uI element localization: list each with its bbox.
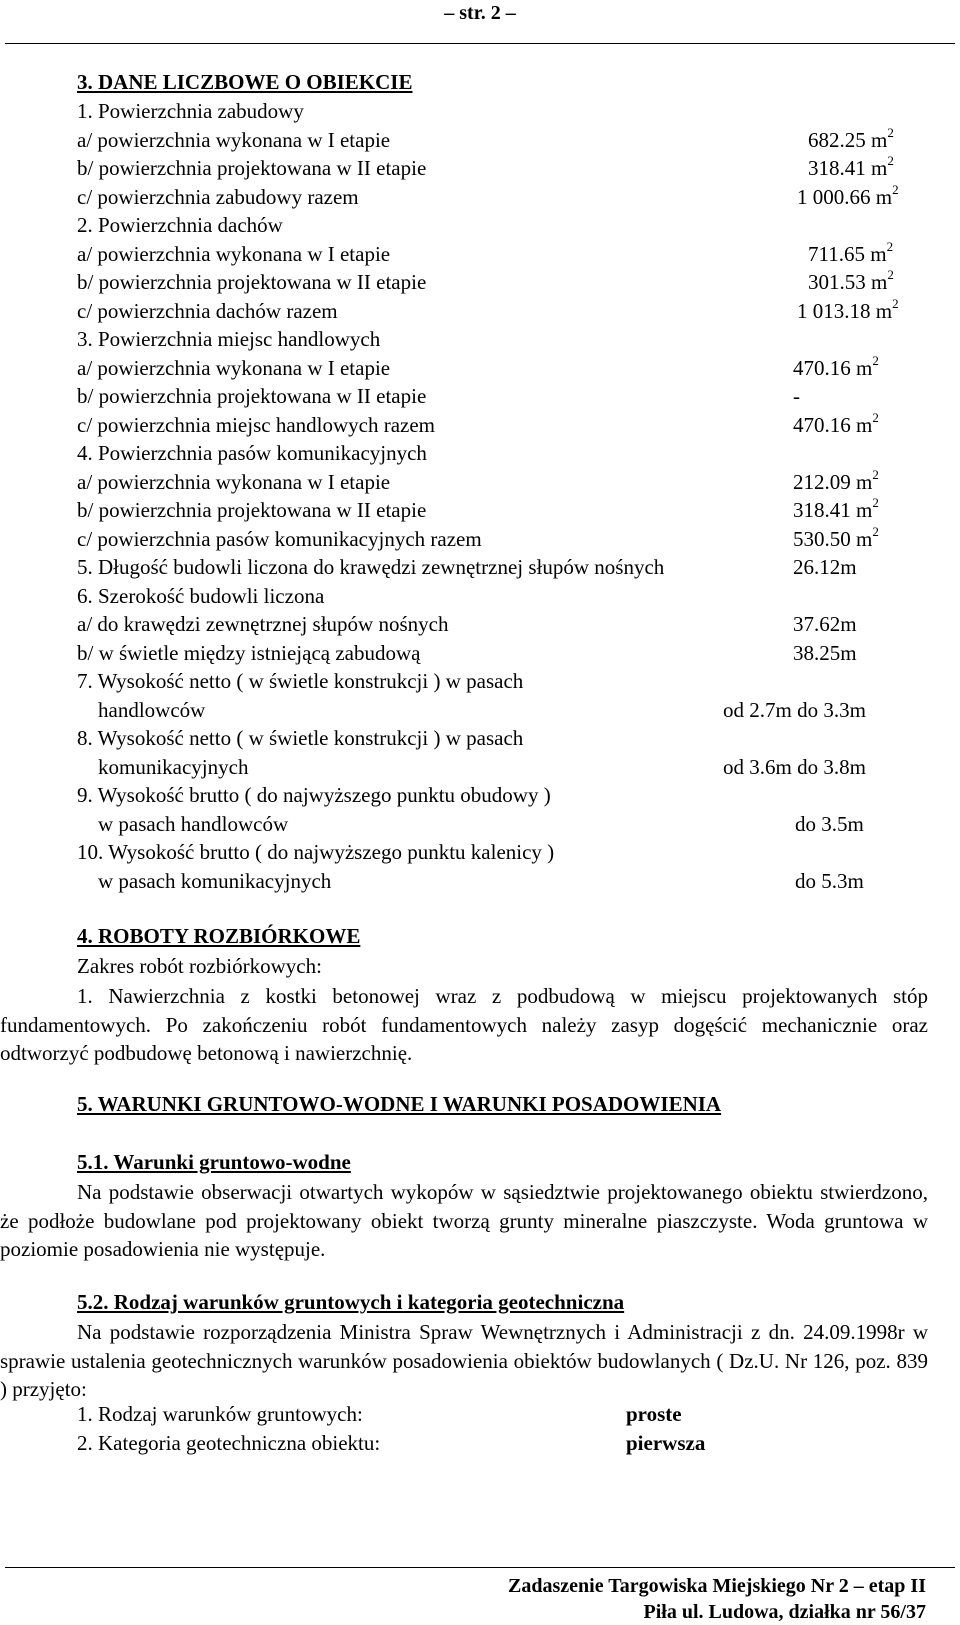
section-4-heading: 4. ROBOTY ROZBIÓRKOWE — [77, 924, 361, 948]
data-row — [0, 669, 960, 698]
data-row-value — [793, 555, 857, 580]
data-row-label: a/ powierzchnia wykonana w I etapie — [77, 469, 391, 494]
data-row-value-text: 711.65 m — [808, 241, 887, 266]
data-row-label: w pasach komunikacyjnych — [98, 868, 332, 893]
data-row-value-text: 212.09 m — [793, 469, 873, 494]
geotech-item-1-value: proste — [626, 1402, 682, 1426]
data-row-label: c/ powierzchnia miejsc handlowych razem — [77, 412, 436, 437]
section-5-1-heading: 5.1. Warunki gruntowo-wodne — [77, 1150, 351, 1174]
data-row — [0, 698, 960, 727]
geotech-item-2 — [0, 1431, 960, 1460]
data-row-value-text: od 2.7m do 3.3m — [723, 697, 866, 722]
data-row-label: handlowców — [98, 697, 206, 722]
data-row-unit-exponent: 2 — [887, 267, 894, 282]
data-row-value — [808, 238, 894, 267]
data-row — [0, 295, 960, 328]
data-row-label: b/ powierzchnia projektowana w II etapie — [77, 270, 427, 294]
section-5-2-heading: 5.2. Rodzaj warunków gruntowych i kategoria geotechniczna — [77, 1290, 625, 1314]
data-row-value-text: 38.25m — [793, 640, 857, 665]
data-row — [0, 466, 960, 499]
data-row-label: 6. Szerokość budowli liczona — [77, 583, 325, 608]
section-3-heading: 3. DANE LICZBOWE O OBIEKCIE — [77, 70, 413, 94]
data-row-label: b/ powierzchnia projektowana w II etapie — [77, 384, 427, 408]
data-row — [0, 523, 960, 556]
section-5-heading: 5. WARUNKI GRUNTOWO-WODNE I WARUNKI POSADOWIENIA — [77, 1092, 722, 1116]
data-row — [0, 238, 960, 271]
data-row-value-text: od 3.6m do 3.8m — [723, 754, 866, 779]
data-row-value-text: 301.53 m — [808, 270, 888, 294]
data-row-unit-exponent: 2 — [872, 352, 879, 368]
data-row-label: 7. Wysokość netto ( w świetle konstrukcji ) w pasach — [77, 669, 524, 693]
data-row-label: a/ powierzchnia wykonana w I etapie — [77, 127, 391, 152]
data-row — [0, 267, 960, 299]
section-4-intro: Zakres robót rozbiórkowych: — [77, 954, 322, 978]
data-row — [0, 124, 960, 157]
geotech-item-1 — [0, 1402, 960, 1431]
data-row-value-text: - — [793, 384, 800, 408]
data-row — [0, 213, 960, 242]
data-row — [0, 840, 960, 869]
data-row-value — [793, 466, 879, 495]
data-row-value-text: do 5.3m — [795, 868, 864, 893]
data-row-value — [793, 523, 879, 552]
section-5-2-paragraph: Na podstawie rozporządzenia Ministra Spraw Wewnętrznych i Administracji z dn. 24.09.1998r w sprawie ustalenia geotechnicznych warunków posadowienia obiektów budowlanych ( Dz.U. Nr 126, poz. 839 ) przyjęto: — [0, 1320, 928, 1401]
data-row-value — [808, 124, 894, 153]
data-row-value — [793, 641, 857, 666]
data-row — [0, 409, 960, 442]
data-row — [0, 555, 960, 584]
data-row-unit-exponent: 2 — [872, 409, 879, 425]
data-row-value — [793, 612, 857, 637]
section-3-heading-line — [0, 70, 960, 99]
footer-project-title: Zadaszenie Targowiska Miejskiego Nr 2 – etap II — [508, 1575, 926, 1597]
data-row — [0, 99, 960, 128]
data-row — [0, 327, 960, 356]
data-row-value-text: 1 013.18 m — [797, 298, 893, 323]
data-row-label: c/ powierzchnia pasów komunikacyjnych razem — [77, 526, 482, 551]
data-row-value — [808, 153, 894, 181]
data-row-value — [797, 181, 899, 210]
data-row-label: c/ powierzchnia dachów razem — [77, 298, 338, 323]
data-row-unit-exponent: 2 — [886, 238, 894, 254]
data-row-value-text: 318.41 m — [808, 156, 888, 180]
data-row-label: a/ powierzchnia wykonana w I etapie — [77, 241, 391, 266]
section-4-heading-line — [0, 924, 960, 953]
data-row — [0, 783, 960, 812]
data-row — [0, 352, 960, 385]
data-row-value — [808, 267, 894, 295]
data-row-label: w pasach handlowców — [98, 811, 289, 836]
data-row-value-text: do 3.5m — [795, 811, 864, 836]
data-row-value-text: 37.62m — [793, 612, 857, 636]
data-row-unit-exponent: 2 — [872, 466, 879, 482]
data-row — [0, 869, 960, 898]
data-row-label: komunikacyjnych — [98, 754, 249, 779]
data-row — [0, 384, 960, 413]
data-row-value-text: 470.16 m — [793, 355, 873, 380]
data-row-value-text: 1 000.66 m — [797, 184, 893, 209]
data-row-label: 10. Wysokość brutto ( do najwyższego punktu kalenicy ) — [77, 840, 555, 864]
page-number: – str. 2 – — [444, 2, 516, 24]
data-row-value — [795, 812, 864, 837]
data-row — [0, 181, 960, 214]
data-row-label: 1. Powierzchnia zabudowy — [77, 99, 304, 123]
data-row-value — [797, 295, 899, 324]
footer-rule — [5, 1567, 955, 1568]
data-row — [0, 584, 960, 613]
data-row-unit-exponent: 2 — [872, 523, 879, 539]
data-row-value — [793, 352, 879, 381]
data-row-label: c/ powierzchnia zabudowy razem — [77, 184, 359, 209]
geotech-item-2-value: pierwsza — [626, 1431, 706, 1455]
data-row-label: 3. Powierzchnia miejsc handlowych — [77, 327, 381, 351]
data-row — [0, 612, 960, 641]
section-5-2-heading-line — [0, 1290, 960, 1319]
data-row-label: 5. Długość budowli liczona do krawędzi zewnętrznej słupów nośnych — [77, 555, 665, 579]
footer-location: Piła ul. Ludowa, działka nr 56/37 — [643, 1601, 926, 1623]
data-row-unit-exponent: 2 — [892, 181, 899, 197]
section-4-paragraph: 1. Nawierzchnia z kostki betonowej wraz z podbudową w miejscu projektowanych stóp fundamentowych. Po zakończeniu robót fundamentowych należy zasyp dogęścić mechanicznie oraz odtworzyć podbudowę betonową i nawierzchnię. — [0, 984, 928, 1065]
data-row-value-text: 530.50 m — [793, 526, 873, 551]
data-row-unit-exponent: 2 — [887, 153, 894, 168]
data-row-label: 2. Powierzchnia dachów — [77, 213, 283, 237]
data-row-label: b/ powierzchnia projektowana w II etapie — [77, 498, 427, 522]
section-5-heading-line — [0, 1092, 960, 1121]
data-row-unit-exponent: 2 — [887, 124, 894, 140]
data-row — [0, 495, 960, 527]
data-row-value — [793, 409, 879, 438]
data-row-unit-exponent: 2 — [892, 295, 899, 311]
data-row-value-text: 470.16 m — [793, 412, 873, 437]
data-row — [0, 726, 960, 755]
data-row-value-text: 318.41 m — [793, 498, 873, 522]
section-5-1-heading-line — [0, 1150, 960, 1179]
data-row-value — [723, 755, 866, 780]
data-row — [0, 755, 960, 784]
data-row-value — [793, 384, 800, 409]
data-row-value — [795, 869, 864, 894]
data-row — [0, 641, 960, 670]
data-row-value-text: 26.12m — [793, 555, 857, 579]
data-row-label: b/ w świetle między istniejącą zabudową — [77, 640, 421, 665]
geotech-item-2-label: 2. Kategoria geotechniczna obiektu: — [77, 1431, 381, 1455]
data-row — [0, 153, 960, 185]
section-4-intro-line — [0, 954, 960, 983]
section-5-1-paragraph: Na podstawie obserwacji otwartych wykopów w sąsiedztwie projektowanego obiektu stwierdzono, że podłoże budowlane pod projektowany obiekt tworzą grunty mineralne piaszczyste. Woda gruntowa w poziomie posadowienia nie występuje. — [0, 1180, 928, 1261]
data-row-label: 4. Powierzchnia pasów komunikacyjnych — [77, 441, 427, 465]
data-row-label: a/ do krawędzi zewnętrznej słupów nośnych — [77, 612, 449, 636]
data-row-label: b/ powierzchnia projektowana w II etapie — [77, 156, 427, 180]
data-row-value — [793, 495, 879, 523]
data-row — [0, 812, 960, 841]
footer — [508, 1573, 926, 1625]
header-rule — [5, 43, 955, 44]
data-row-value-text: 682.25 m — [808, 127, 888, 152]
data-row-value — [723, 698, 866, 723]
data-row — [0, 441, 960, 470]
data-row-label: a/ powierzchnia wykonana w I etapie — [77, 355, 391, 380]
data-row-label: 9. Wysokość brutto ( do najwyższego punktu obudowy ) — [77, 783, 551, 807]
geotech-item-1-label: 1. Rodzaj warunków gruntowych: — [77, 1402, 363, 1426]
data-row-unit-exponent: 2 — [872, 495, 879, 510]
data-row-label: 8. Wysokość netto ( w świetle konstrukcji ) w pasach — [77, 726, 524, 750]
